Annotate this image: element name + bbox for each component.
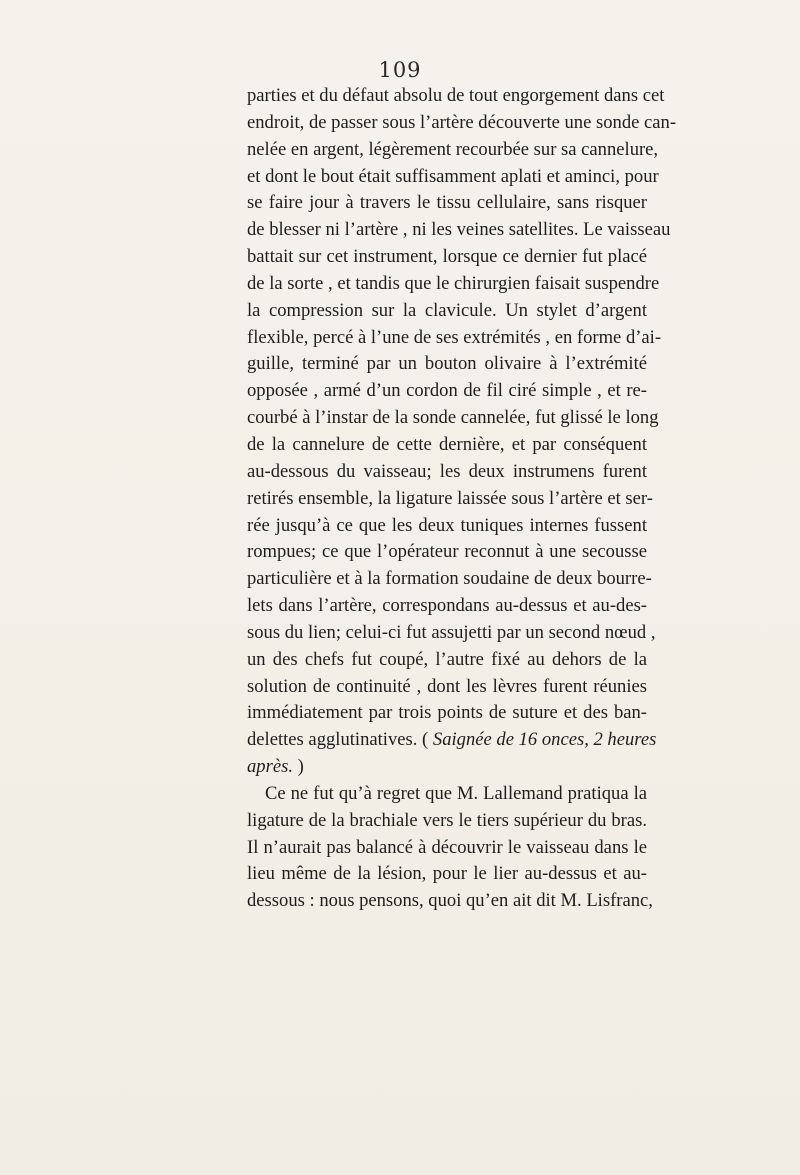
text-line: rée jusqu’à ce que les deux tuniques internes fussent — [247, 514, 647, 536]
text-line: solution de continuité , dont les lèvres furent réunies — [247, 675, 647, 697]
italic-note: Saignée de 16 onces, 2 heures — [432, 729, 657, 751]
text-line: et dont le bout était suffisamment aplati et aminci, pour — [247, 165, 659, 187]
text-line: sous du lien; celui-ci fut assujetti par un second nœud , — [247, 621, 656, 643]
text-line: flexible, percé à l’une de ses extrémités , en forme d’ai- — [247, 326, 662, 348]
text-line: se faire jour à travers le tissu cellulaire, sans risquer — [247, 192, 647, 214]
text-line: nelée en argent, légèrement recourbée sur sa cannelure, — [247, 138, 659, 160]
text-line: de blesser ni l’artère , ni les veines satellites. Le vaisseau — [247, 219, 671, 241]
text-line: particulière et à la formation soudaine de deux bourre- — [247, 568, 652, 590]
text-line: de la cannelure de cette dernière, et par conséquent — [247, 433, 647, 455]
text-line-note-end — [247, 754, 647, 781]
text-line: dessous : nous pensons, quoi qu’en ait dit M. Lisfranc, — [247, 890, 653, 912]
text-line: de la sorte , et tandis que le chirurgien faisait suspendre — [247, 272, 660, 294]
italic-note-end: après. — [247, 756, 293, 778]
text-line: Il n’aurait pas balancé à découvrir le vaisseau dans le — [247, 836, 647, 858]
text-line: un des chefs fut coupé, l’autre fixé au dehors de la — [247, 648, 647, 670]
text-line: retirés ensemble, la ligature laissée sous l’artère et ser- — [247, 487, 653, 509]
page-number: 109 — [378, 58, 422, 82]
text-line: opposée , armé d’un cordon de fil ciré simple , et re- — [247, 380, 647, 402]
text-line: Ce ne fut qu’à regret que M. Lallemand pratiqua la — [265, 782, 647, 804]
text-line: au-dessous du vaisseau; les deux instrumens furent — [247, 460, 647, 482]
text-line: la compression sur la clavicule. Un stylet d’argent — [247, 299, 647, 321]
closing-paren: ) — [297, 756, 304, 778]
text-line: guille, terminé par un bouton olivaire à l’extrémité — [247, 353, 647, 375]
text-line: endroit, de passer sous l’artère découverte une sonde can- — [247, 111, 677, 133]
text-line-with-note — [247, 727, 657, 754]
text-line: rompues; ce que l’opérateur reconnut à une secousse — [247, 541, 647, 563]
text-line: parties et du défaut absolu de tout engorgement dans cet — [247, 85, 665, 106]
text-line: courbé à l’instar de la sonde cannelée, fut glissé le long — [247, 407, 659, 429]
text-line: battait sur cet instrument, lorsque ce dernier fut placé — [247, 246, 647, 268]
text-line: immédiatement par trois points de suture et des ban- — [247, 702, 647, 724]
body-text — [247, 83, 677, 915]
text-line: lets dans l’artère, correspondans au-dessus et au-des- — [247, 595, 647, 617]
text-line: lieu même de la lésion, pour le lier au-dessus et au- — [247, 863, 647, 885]
text-fragment: delettes agglutinatives. ( — [247, 729, 429, 751]
text-line: ligature de la brachiale vers le tiers supérieur du bras. — [247, 809, 647, 831]
